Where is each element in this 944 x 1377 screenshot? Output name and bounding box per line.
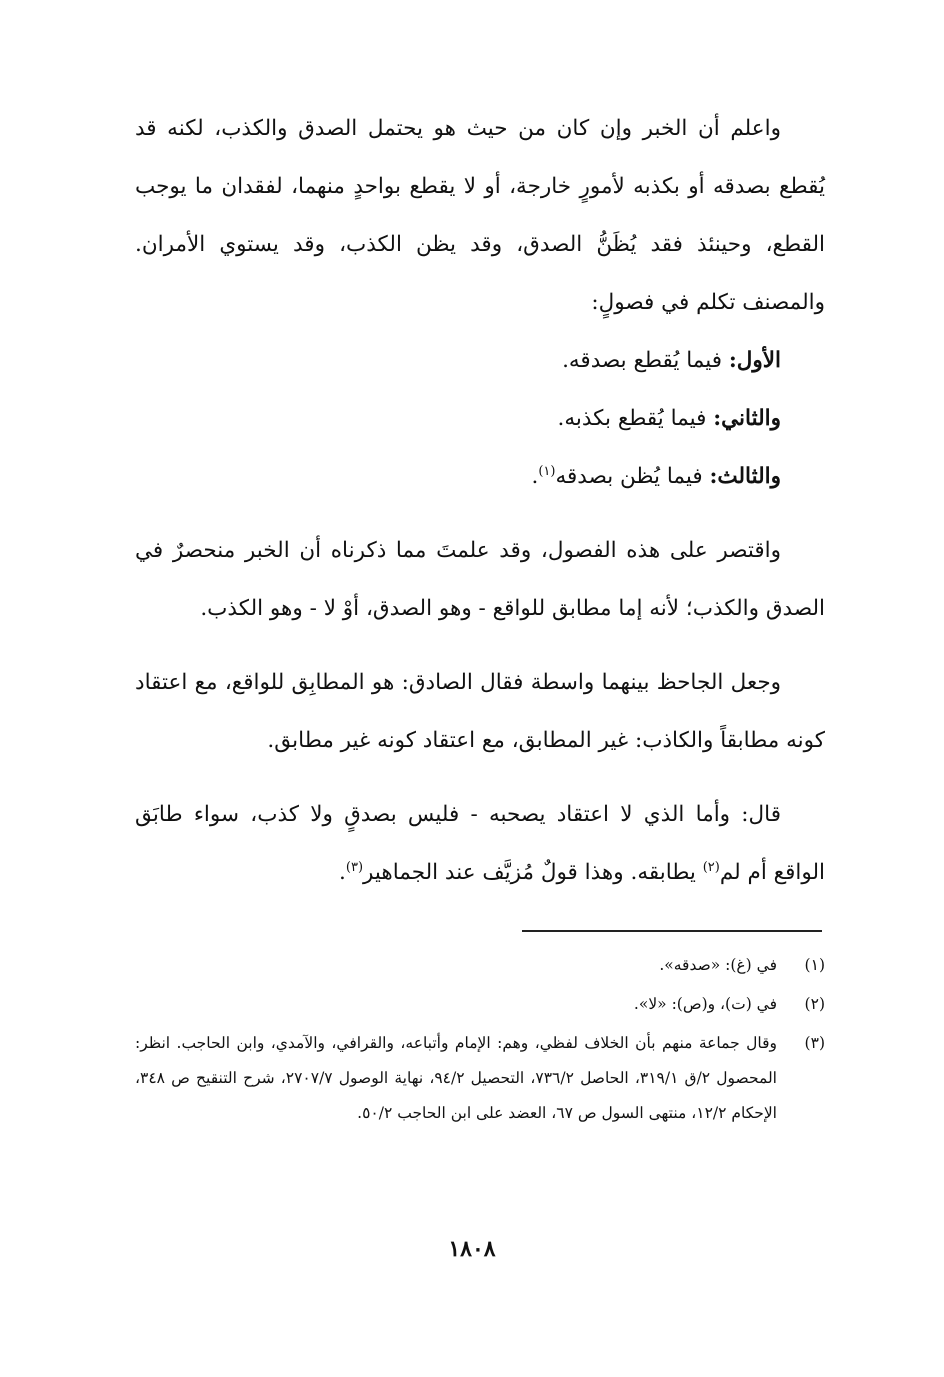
footnote-number: (٣): [804, 1034, 825, 1052]
paragraph-restriction: واقتصر على هذه الفصول، وقد علمتَ مما ذكرناه أن الخبر منحصرٌ في الصدق والكذب؛ لأنه إما مطابق للواقع - وهو الصدق، أوْ لا - وهو الكذب.: [135, 538, 825, 621]
footnote-ref-1[interactable]: (١): [538, 463, 556, 479]
paragraph-neither-end: .: [339, 860, 346, 885]
main-text: [135, 100, 825, 902]
footnote-number: (١): [804, 956, 825, 974]
page-number: ١٨٠٨: [448, 1236, 496, 1262]
footnotes: [135, 948, 825, 1135]
footnote-ref-2[interactable]: (٢): [702, 859, 720, 875]
section-second-text: فيما يُقطع بكذبه.: [557, 406, 714, 431]
paragraph-jahiz: وجعل الجاحظ بينهما واسطة فقال الصادق: هو المطابِق للواقع، مع اعتقاد كونه مطابقاً والكاذب: غير المطابق، مع اعتقاد كونه غير مطابق.: [135, 670, 825, 753]
section-first-text: فيما يُقطع بصدقه.: [562, 348, 729, 373]
paragraph-intro: واعلم أن الخبر وإن كان من حيث هو يحتمل الصدق والكذب، لكنه قد يُقطع بصدقه أو بكذبه لأمورٍ خارجة، أو لا يقطع بواحدٍ منهما، لفقدان ما يوجب القطع، وحينئذ فقد يُظَنُّ الصدق، وقد يظن الكذب، وقد يستوي الأمران. والمصنف تكلم في فصولٍ:: [135, 116, 825, 315]
paragraph-neither: [135, 786, 825, 902]
footnote-ref-3[interactable]: (٣): [345, 859, 364, 875]
section-second: [135, 390, 825, 448]
section-third: [135, 448, 825, 506]
section-first-label: الأول:: [728, 348, 781, 373]
footnote-divider: [522, 930, 822, 932]
paragraph-neither-part-b: يطابقه. وهذا قولٌ مُزيَّف عند الجماهير: [363, 860, 703, 885]
footnote-item: [135, 987, 825, 1022]
section-third-end: .: [531, 464, 539, 489]
footnote-item: [135, 948, 825, 983]
section-second-label: والثاني:: [713, 406, 781, 431]
section-third-label: والثالث:: [709, 464, 781, 489]
footnote-item: [135, 1026, 825, 1131]
footnote-text: في (ت)، و(ص): «لا».: [633, 995, 777, 1013]
footnote-text: في (غ): «صدقه».: [659, 956, 777, 974]
footnote-text: وقال جماعة منهم بأن الخلاف لفظي، وهم: الإمام وأتباعه، والقرافي، والآمدي، وابن الحاجب. انظر: المحصول ٢/ق ٣١٩/١، الحاصل ٧٣٦/٢، التحصيل ٩٤/٢، نهاية الوصول ٢٧٠٧/٧، شرح التنقيح ص ٣٤٨، الإحكام ١٢/٢، منتهى السول ص ٦٧، العضد على ابن الحاجب ٥٠/٢.: [135, 1034, 777, 1122]
footnote-number: (٢): [804, 995, 825, 1013]
section-first: [135, 332, 825, 390]
section-third-text: فيما يُظن بصدقه: [555, 464, 710, 489]
paragraph-neither-part-a: قال: وأما الذي لا اعتقاد يصحبه - فليس بصدقٍ ولا كذب، سواء طابَق الواقع أم لم: [135, 802, 825, 885]
